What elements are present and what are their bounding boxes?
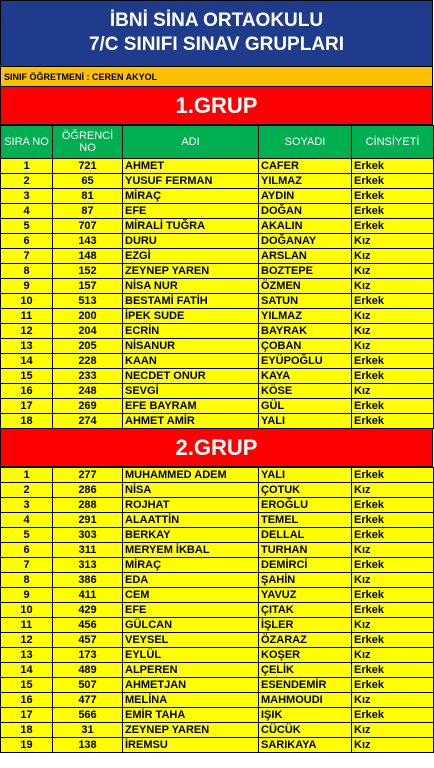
table-row	[1, 543, 434, 558]
table-row	[1, 693, 434, 708]
cell-sira-no: 5	[1, 528, 53, 543]
table-row	[1, 159, 434, 174]
cell-ogrenci-no: 303	[53, 528, 123, 543]
cell-adi: CEM	[123, 588, 259, 603]
cell-soyadi: KÖSE	[259, 384, 352, 399]
school-name: İBNİ SİNA ORTAOKULU	[109, 10, 324, 31]
table-row	[1, 513, 434, 528]
cell-cinsiyeti: Erkek	[352, 633, 434, 648]
cell-cinsiyeti: Kız	[352, 543, 434, 558]
cell-cinsiyeti: Erkek	[352, 219, 434, 234]
table-header-row	[1, 126, 434, 159]
cell-adi: EFE	[123, 204, 259, 219]
cell-soyadi: DOĞANAY	[259, 234, 352, 249]
cell-sira-no: 18	[1, 414, 53, 429]
table-row	[1, 234, 434, 249]
group-2-table	[0, 467, 434, 753]
cell-adi: MUHAMMED ADEM	[123, 468, 259, 483]
cell-soyadi: YALI	[259, 468, 352, 483]
header-adi: ADI	[123, 126, 259, 159]
cell-adi: İPEK SUDE	[123, 309, 259, 324]
cell-sira-no: 12	[1, 324, 53, 339]
cell-sira-no: 7	[1, 558, 53, 573]
table-row	[1, 708, 434, 723]
cell-ogrenci-no: 477	[53, 693, 123, 708]
cell-adi: AHMET AMİR	[123, 414, 259, 429]
cell-cinsiyeti: Erkek	[352, 414, 434, 429]
table-row	[1, 174, 434, 189]
cell-adi: GÜLCAN	[123, 618, 259, 633]
cell-adi: EFE	[123, 603, 259, 618]
cell-ogrenci-no: 200	[53, 309, 123, 324]
table-row	[1, 573, 434, 588]
table-row	[1, 249, 434, 264]
cell-soyadi: ÇOBAN	[259, 339, 352, 354]
cell-ogrenci-no: 288	[53, 498, 123, 513]
cell-ogrenci-no: 291	[53, 513, 123, 528]
cell-sira-no: 1	[1, 159, 53, 174]
cell-ogrenci-no: 429	[53, 603, 123, 618]
cell-adi: VEYSEL	[123, 633, 259, 648]
table-row	[1, 618, 434, 633]
cell-cinsiyeti: Erkek	[352, 468, 434, 483]
cell-sira-no: 13	[1, 339, 53, 354]
cell-ogrenci-no: 148	[53, 249, 123, 264]
cell-ogrenci-no: 204	[53, 324, 123, 339]
table-row	[1, 339, 434, 354]
cell-adi: EZGİ	[123, 249, 259, 264]
cell-sira-no: 14	[1, 663, 53, 678]
cell-ogrenci-no: 138	[53, 738, 123, 753]
cell-adi: BERKAY	[123, 528, 259, 543]
table-row	[1, 678, 434, 693]
cell-soyadi: YILMAZ	[259, 174, 352, 189]
cell-sira-no: 2	[1, 483, 53, 498]
cell-sira-no: 19	[1, 738, 53, 753]
cell-sira-no: 9	[1, 588, 53, 603]
cell-adi: MİRALİ TUĞRA	[123, 219, 259, 234]
cell-soyadi: DEMİRCİ	[259, 558, 352, 573]
cell-sira-no: 4	[1, 513, 53, 528]
table-row	[1, 189, 434, 204]
cell-ogrenci-no: 31	[53, 723, 123, 738]
cell-cinsiyeti: Kız	[352, 249, 434, 264]
cell-adi: ZEYNEP YAREN	[123, 264, 259, 279]
cell-cinsiyeti: Erkek	[352, 558, 434, 573]
cell-cinsiyeti: Kız	[352, 738, 434, 753]
cell-adi: ROJHAT	[123, 498, 259, 513]
cell-sira-no: 14	[1, 354, 53, 369]
table-row	[1, 468, 434, 483]
cell-sira-no: 5	[1, 219, 53, 234]
cell-adi: ALPEREN	[123, 663, 259, 678]
cell-soyadi: CÜCÜK	[259, 723, 352, 738]
cell-soyadi: TURHAN	[259, 543, 352, 558]
cell-soyadi: MAHMOUDI	[259, 693, 352, 708]
table-row	[1, 204, 434, 219]
cell-sira-no: 16	[1, 693, 53, 708]
cell-sira-no: 17	[1, 399, 53, 414]
cell-soyadi: CAFER	[259, 159, 352, 174]
table-row	[1, 384, 434, 399]
cell-sira-no: 3	[1, 498, 53, 513]
cell-ogrenci-no: 489	[53, 663, 123, 678]
cell-ogrenci-no: 173	[53, 648, 123, 663]
cell-sira-no: 1	[1, 468, 53, 483]
cell-soyadi: ÖZMEN	[259, 279, 352, 294]
class-title: 7/C SINIFI SINAV GRUPLARI	[88, 34, 345, 55]
cell-adi: EMİR TAHA	[123, 708, 259, 723]
cell-soyadi: YILMAZ	[259, 309, 352, 324]
cell-soyadi: ÇITAK	[259, 603, 352, 618]
cell-soyadi: TEMEL	[259, 513, 352, 528]
cell-sira-no: 3	[1, 189, 53, 204]
cell-sira-no: 8	[1, 264, 53, 279]
table-row	[1, 309, 434, 324]
cell-ogrenci-no: 721	[53, 159, 123, 174]
cell-cinsiyeti: Kız	[352, 324, 434, 339]
cell-cinsiyeti: Kız	[352, 573, 434, 588]
cell-cinsiyeti: Erkek	[352, 708, 434, 723]
cell-adi: NECDET ONUR	[123, 369, 259, 384]
table-row	[1, 738, 434, 753]
cell-ogrenci-no: 81	[53, 189, 123, 204]
cell-cinsiyeti: Erkek	[352, 588, 434, 603]
table-row	[1, 528, 434, 543]
cell-soyadi: YALI	[259, 414, 352, 429]
table-row	[1, 648, 434, 663]
cell-adi: KAAN	[123, 354, 259, 369]
table-row	[1, 264, 434, 279]
cell-ogrenci-no: 87	[53, 204, 123, 219]
cell-cinsiyeti: Kız	[352, 339, 434, 354]
cell-cinsiyeti: Erkek	[352, 369, 434, 384]
cell-sira-no: 8	[1, 573, 53, 588]
cell-soyadi: EROĞLU	[259, 498, 352, 513]
table-row	[1, 399, 434, 414]
cell-ogrenci-no: 386	[53, 573, 123, 588]
cell-cinsiyeti: Erkek	[352, 513, 434, 528]
table-row	[1, 663, 434, 678]
cell-sira-no: 18	[1, 723, 53, 738]
table-row	[1, 603, 434, 618]
cell-cinsiyeti: Erkek	[352, 498, 434, 513]
table-row	[1, 354, 434, 369]
cell-sira-no: 6	[1, 543, 53, 558]
header-soyadi: SOYADI	[259, 126, 352, 159]
cell-adi: NİSA NUR	[123, 279, 259, 294]
cell-cinsiyeti: Erkek	[352, 159, 434, 174]
table-row	[1, 633, 434, 648]
cell-ogrenci-no: 143	[53, 234, 123, 249]
cell-soyadi: DELLAL	[259, 528, 352, 543]
cell-adi: EFE BAYRAM	[123, 399, 259, 414]
cell-ogrenci-no: 707	[53, 219, 123, 234]
cell-adi: NİSANUR	[123, 339, 259, 354]
cell-soyadi: İŞLER	[259, 618, 352, 633]
cell-ogrenci-no: 566	[53, 708, 123, 723]
cell-soyadi: ESENDEMİR	[259, 678, 352, 693]
table-row	[1, 294, 434, 309]
cell-cinsiyeti: Erkek	[352, 354, 434, 369]
cell-adi: ECRİN	[123, 324, 259, 339]
group-1-title: 1.GRUP	[0, 87, 433, 125]
table-row	[1, 369, 434, 384]
cell-adi: MİRAÇ	[123, 189, 259, 204]
cell-cinsiyeti: Kız	[352, 618, 434, 633]
cell-adi: MİRAÇ	[123, 558, 259, 573]
cell-adi: MELİNA	[123, 693, 259, 708]
cell-cinsiyeti: Erkek	[352, 603, 434, 618]
cell-sira-no: 16	[1, 384, 53, 399]
cell-soyadi: KAYA	[259, 369, 352, 384]
cell-soyadi: SATUN	[259, 294, 352, 309]
cell-ogrenci-no: 411	[53, 588, 123, 603]
table-row	[1, 324, 434, 339]
group-2-title: 2.GRUP	[0, 429, 433, 467]
cell-soyadi: BOZTEPE	[259, 264, 352, 279]
cell-sira-no: 15	[1, 678, 53, 693]
cell-cinsiyeti: Kız	[352, 309, 434, 324]
cell-sira-no: 11	[1, 618, 53, 633]
cell-sira-no: 9	[1, 279, 53, 294]
cell-ogrenci-no: 457	[53, 633, 123, 648]
cell-sira-no: 7	[1, 249, 53, 264]
cell-cinsiyeti: Erkek	[352, 678, 434, 693]
cell-soyadi: ÖZARAZ	[259, 633, 352, 648]
cell-adi: İREMSU	[123, 738, 259, 753]
table-row	[1, 279, 434, 294]
cell-ogrenci-no: 233	[53, 369, 123, 384]
cell-cinsiyeti: Erkek	[352, 204, 434, 219]
cell-sira-no: 12	[1, 633, 53, 648]
cell-cinsiyeti: Kız	[352, 384, 434, 399]
cell-sira-no: 15	[1, 369, 53, 384]
cell-ogrenci-no: 65	[53, 174, 123, 189]
cell-soyadi: ARSLAN	[259, 249, 352, 264]
cell-cinsiyeti: Erkek	[352, 399, 434, 414]
cell-cinsiyeti: Erkek	[352, 189, 434, 204]
cell-soyadi: KOŞER	[259, 648, 352, 663]
cell-adi: MERYEM İKBAL	[123, 543, 259, 558]
cell-sira-no: 2	[1, 174, 53, 189]
header-ogrenci-no: ÖĞRENCİ NO	[53, 126, 123, 159]
cell-soyadi: DOĞAN	[259, 204, 352, 219]
cell-ogrenci-no: 248	[53, 384, 123, 399]
cell-soyadi: EYÜPOĞLU	[259, 354, 352, 369]
table-row	[1, 483, 434, 498]
cell-adi: YUSUF FERMAN	[123, 174, 259, 189]
header-sira-no: SIRA NO	[1, 126, 53, 159]
cell-adi: AHMET	[123, 159, 259, 174]
cell-adi: EDA	[123, 573, 259, 588]
cell-soyadi: ÇOTUK	[259, 483, 352, 498]
header-cinsiyeti: CİNSİYETİ	[352, 126, 434, 159]
cell-cinsiyeti: Kız	[352, 648, 434, 663]
cell-ogrenci-no: 274	[53, 414, 123, 429]
table-row	[1, 723, 434, 738]
cell-sira-no: 17	[1, 708, 53, 723]
cell-soyadi: AKALIN	[259, 219, 352, 234]
cell-cinsiyeti: Erkek	[352, 528, 434, 543]
cell-adi: ALAATTİN	[123, 513, 259, 528]
cell-ogrenci-no: 507	[53, 678, 123, 693]
cell-soyadi: ŞAHİN	[259, 573, 352, 588]
cell-adi: BESTAMİ FATİH	[123, 294, 259, 309]
class-teacher: SINIF ÖĞRETMENİ : CEREN AKYOL	[0, 67, 433, 87]
cell-sira-no: 11	[1, 309, 53, 324]
cell-adi: SEVGİ	[123, 384, 259, 399]
cell-soyadi: SARIKAYA	[259, 738, 352, 753]
cell-cinsiyeti: Erkek	[352, 174, 434, 189]
cell-ogrenci-no: 228	[53, 354, 123, 369]
cell-cinsiyeti: Kız	[352, 264, 434, 279]
cell-ogrenci-no: 205	[53, 339, 123, 354]
table-row	[1, 558, 434, 573]
cell-ogrenci-no: 313	[53, 558, 123, 573]
cell-soyadi: GÜL	[259, 399, 352, 414]
table-row	[1, 588, 434, 603]
cell-sira-no: 4	[1, 204, 53, 219]
cell-sira-no: 10	[1, 603, 53, 618]
cell-cinsiyeti: Kız	[352, 723, 434, 738]
cell-cinsiyeti: Kız	[352, 234, 434, 249]
cell-cinsiyeti: Kız	[352, 693, 434, 708]
cell-sira-no: 6	[1, 234, 53, 249]
table-row	[1, 498, 434, 513]
cell-ogrenci-no: 277	[53, 468, 123, 483]
cell-soyadi: ÇELİK	[259, 663, 352, 678]
cell-ogrenci-no: 286	[53, 483, 123, 498]
cell-soyadi: YAVUZ	[259, 588, 352, 603]
cell-ogrenci-no: 269	[53, 399, 123, 414]
cell-soyadi: BAYRAK	[259, 324, 352, 339]
group-1-table	[0, 125, 434, 429]
cell-adi: AHMETJAN	[123, 678, 259, 693]
cell-ogrenci-no: 311	[53, 543, 123, 558]
cell-adi: DURU	[123, 234, 259, 249]
cell-sira-no: 10	[1, 294, 53, 309]
cell-cinsiyeti: Erkek	[352, 663, 434, 678]
cell-ogrenci-no: 456	[53, 618, 123, 633]
document-title	[0, 0, 433, 67]
table-row	[1, 414, 434, 429]
cell-ogrenci-no: 152	[53, 264, 123, 279]
cell-soyadi: AYDIN	[259, 189, 352, 204]
cell-sira-no: 13	[1, 648, 53, 663]
cell-cinsiyeti: Erkek	[352, 294, 434, 309]
cell-adi: ZEYNEP YAREN	[123, 723, 259, 738]
cell-ogrenci-no: 513	[53, 294, 123, 309]
cell-ogrenci-no: 157	[53, 279, 123, 294]
cell-soyadi: IŞIK	[259, 708, 352, 723]
cell-adi: EYLÜL	[123, 648, 259, 663]
table-row	[1, 219, 434, 234]
cell-adi: NİSA	[123, 483, 259, 498]
cell-cinsiyeti: Kız	[352, 279, 434, 294]
cell-cinsiyeti: Kız	[352, 483, 434, 498]
